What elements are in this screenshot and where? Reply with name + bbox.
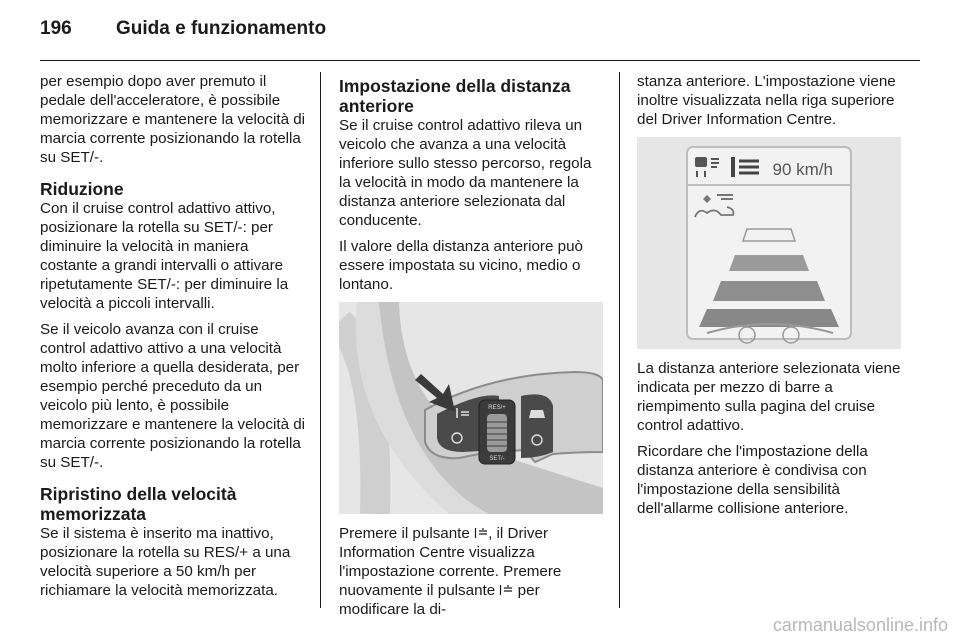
paragraph: Il valore della distanza anteriore può essere impostata su vicino, medio o lontano. xyxy=(339,238,583,293)
paragraph: Se il sistema è inserito ma inattivo, posizionare la rotella su RES/+ a una velocità superiore a 50 km/h per richiamare la velocità memorizzata. xyxy=(40,525,291,599)
paragraph: Ricordare che l'impostazione della distanza anteriore è condivisa con l'impostazione della sensibilità dell'allarme collisione anteriore. xyxy=(637,443,868,517)
paragraph: Se il cruise control adattivo rileva un veicolo che avanza a una velocità inferiore sullo stesso percorso, regola la velocità in modo da mantenere la distanza anteriore selezionata dal conducente. xyxy=(339,117,592,229)
driver-information-centre-figure xyxy=(637,137,901,349)
display-speed: 90 km/h xyxy=(772,160,833,179)
watermark: carmanualsonline.info xyxy=(772,615,948,635)
paragraph: Con il cruise control adattivo attivo, posizionare la rotella su SET/-: per diminuire la velocità in maniera costante a grandi intervalli o attivare ripetutamente SET/-: per diminuire la velocità a piccoli intervalli. xyxy=(40,200,289,312)
paragraph: stanza anteriore. L'impostazione viene inoltre visualizzata nella riga superiore del Driver Information Centre. xyxy=(637,73,896,128)
paragraph: Se il veicolo avanza con il cruise control adattivo attivo a una velocità molto inferiore a quella desiderata, per esempio perché preceduto da un veicolo più lento, è possibile memorizzare e mantenere la velocità di marcia corrente posizionando la rotella su SET/-. xyxy=(40,321,306,471)
heading-distanza: Impostazione della distanza anteriore xyxy=(339,76,571,116)
column-divider xyxy=(320,72,321,608)
paragraph: La distanza anteriore selezionata viene indicata per mezzo di barre a riempimento sulla pagina del cruise control adattivo. xyxy=(637,360,901,434)
paragraph: per esempio dopo aver premuto il pedale dell'acceleratore, è possibile memorizzare e mantenere la velocità di marcia corrente posizionando la rotella su SET/-. xyxy=(40,73,306,166)
wheel-res-label: RES/+ xyxy=(488,405,506,411)
distance-button-icon xyxy=(499,584,513,596)
column-middle xyxy=(339,72,607,626)
section-title: Guida e funzionamento xyxy=(116,18,327,39)
page-number: 196 xyxy=(40,18,72,39)
steering-wheel-figure xyxy=(339,302,603,514)
distance-button-icon xyxy=(474,527,488,539)
column-right xyxy=(637,72,905,525)
paragraph-button-instructions: Premere il pulsante , il Driver Information Centre visualizza l'impostazione corrente. Premere nuovamente il pulsante per modificare la di- xyxy=(339,525,562,618)
heading-ripristino: Ripristino della velocità memorizzata xyxy=(40,484,237,524)
collision-alert-icon xyxy=(529,410,545,418)
column-divider xyxy=(619,72,620,608)
wheel-set-label: SET/- xyxy=(489,456,505,462)
column-left xyxy=(40,72,308,607)
page-header xyxy=(40,18,920,48)
header-rule xyxy=(40,60,920,61)
heading-riduzione: Riduzione xyxy=(40,179,124,199)
